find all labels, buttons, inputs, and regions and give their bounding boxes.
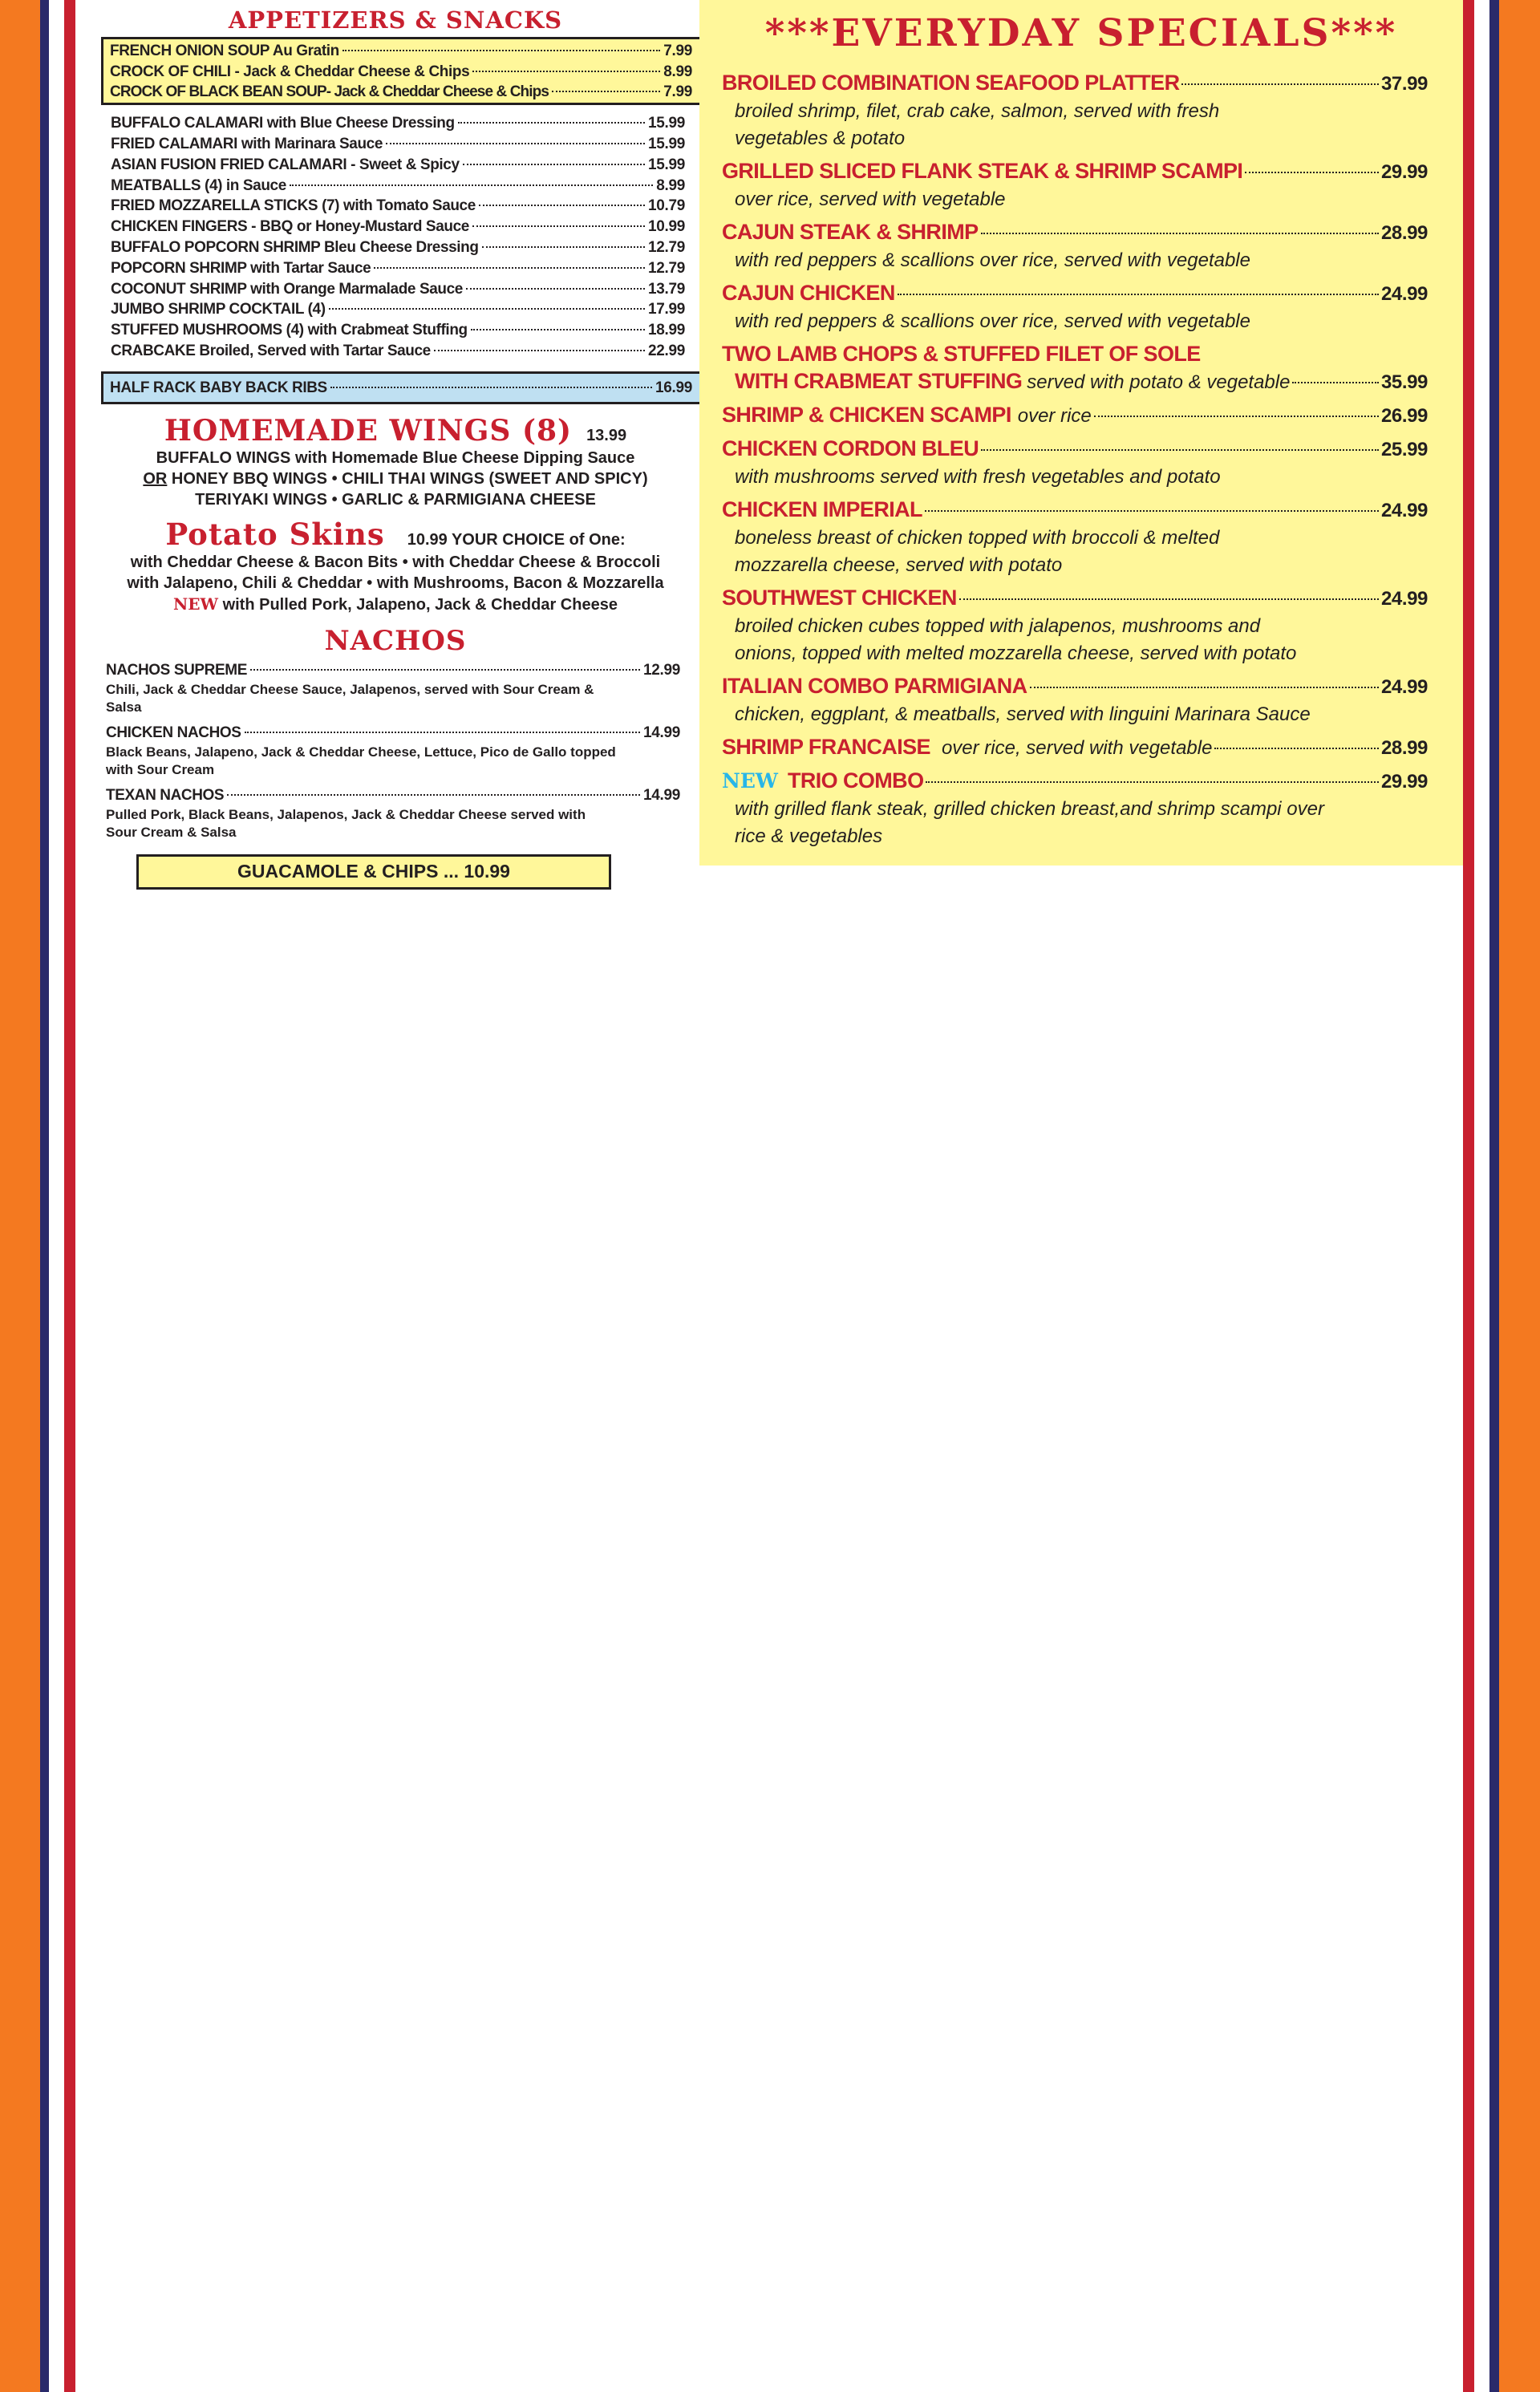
special-description: onions, topped with melted mozzarella cheese, served with potato — [735, 643, 1297, 664]
special-item — [722, 767, 1428, 796]
menu-item — [111, 237, 685, 258]
menu-item — [111, 196, 685, 217]
item-price: 12.99 — [642, 661, 680, 679]
wings-line: TERIYAKI WINGS • GARLIC & PARMIGIANA CHEESE — [195, 490, 596, 509]
special-item — [722, 218, 1428, 247]
item-price: 10.99 — [647, 218, 685, 236]
item-name: TEXAN NACHOS — [106, 786, 225, 804]
dot-leader — [472, 225, 645, 227]
menu-item — [110, 62, 692, 83]
item-name: CROCK OF CHILI - Jack & Cheddar Cheese & Chips — [110, 63, 470, 80]
dot-leader — [290, 184, 653, 186]
skins-heading: Potato Skins — [165, 516, 385, 552]
new-badge: NEW — [722, 769, 778, 793]
new-badge: NEW — [173, 594, 219, 614]
left-orange-border — [0, 0, 40, 2392]
right-navy-stripe — [1489, 0, 1499, 2392]
special-name: CHICKEN IMPERIAL — [722, 497, 922, 521]
menu-item — [106, 723, 680, 744]
special-item — [722, 340, 1428, 367]
skins-subtitle: 10.99 YOUR CHOICE of One: — [407, 530, 626, 549]
menu-item — [111, 155, 685, 176]
special-item — [722, 672, 1428, 701]
dot-leader — [342, 50, 660, 51]
skins-line: with Jalapeno, Chili & Cheddar • with Mushrooms, Bacon & Mozzarella — [127, 574, 664, 592]
item-price: 12.79 — [647, 239, 685, 257]
special-item — [722, 584, 1428, 613]
special-name: SHRIMP FRANCAISE — [722, 735, 930, 759]
item-description: Pulled Pork, Black Beans, Jalapenos, Jack & Cheddar Cheese served with Sour Cream & Salsa — [106, 806, 586, 840]
item-name: CROCK OF BLACK BEAN SOUP- Jack & Cheddar Cheese & Chips — [110, 83, 549, 101]
dot-leader — [227, 794, 640, 796]
special-name: CAJUN STEAK & SHRIMP — [722, 220, 979, 244]
item-price: 14.99 — [642, 724, 680, 741]
special-inline-desc: over rice — [1017, 405, 1092, 427]
special-description: boneless breast of chicken topped with broccoli & melted — [735, 527, 1220, 549]
special-name: GRILLED SLICED FLANK STEAK & SHRIMP SCAMPI — [722, 159, 1243, 183]
special-item — [722, 279, 1428, 308]
special-price: 25.99 — [1380, 439, 1428, 460]
left-red-stripe — [64, 0, 75, 2392]
menu-item — [111, 299, 685, 320]
item-price: 10.79 — [647, 197, 685, 215]
nachos-list — [106, 660, 680, 841]
item-name: CRABCAKE Broiled, Served with Tartar Sauce — [111, 343, 431, 360]
special-item — [722, 157, 1428, 186]
menu-item — [111, 134, 685, 155]
special-name: ITALIAN COMBO PARMIGIANA — [722, 674, 1027, 698]
left-column — [95, 0, 696, 890]
menu-item — [106, 660, 680, 681]
dot-leader — [479, 205, 645, 206]
item-name: BUFFALO POPCORN SHRIMP Bleu Cheese Dressing — [111, 239, 479, 257]
special-description: mozzarella cheese, served with potato — [735, 554, 1063, 576]
item-name: NACHOS SUPREME — [106, 661, 247, 679]
special-name: WITH CRABMEAT STUFFING — [735, 369, 1023, 393]
dot-leader — [330, 387, 652, 388]
item-price: 7.99 — [663, 83, 692, 101]
item-price: 17.99 — [647, 301, 685, 318]
dot-leader — [374, 267, 645, 269]
item-name: FRIED CALAMARI with Marinara Sauce — [111, 136, 383, 153]
menu-item — [110, 378, 692, 399]
wings-price: 13.99 — [586, 426, 627, 444]
item-name: CHICKEN NACHOS — [106, 724, 241, 741]
dot-leader — [1292, 382, 1378, 383]
ribs-box — [101, 371, 704, 404]
dot-leader — [250, 669, 640, 671]
special-price: 28.99 — [1380, 737, 1428, 759]
dot-leader — [959, 598, 1379, 600]
item-name: JUMBO SHRIMP COCKTAIL (4) — [111, 301, 326, 318]
dot-leader — [981, 449, 1379, 451]
item-description: Chili, Jack & Cheddar Cheese Sauce, Jalapenos, served with Sour Cream & Salsa — [106, 681, 594, 715]
item-name: HALF RACK BABY BACK RIBS — [110, 379, 327, 396]
special-description: over rice, served with vegetable — [735, 189, 1006, 210]
item-name: POPCORN SHRIMP with Tartar Sauce — [111, 259, 371, 277]
dot-leader — [472, 71, 660, 72]
special-item-cont — [722, 367, 1428, 396]
special-name: TRIO COMBO — [787, 768, 924, 793]
item-price: 22.99 — [647, 343, 685, 360]
special-price: 28.99 — [1380, 222, 1428, 244]
specials-list — [722, 64, 1428, 850]
dot-leader — [463, 164, 645, 165]
menu-item — [106, 785, 680, 806]
dot-leader — [386, 143, 645, 144]
special-description: with red peppers & scallions over rice, served with vegetable — [735, 249, 1250, 271]
item-name: ASIAN FUSION FRIED CALAMARI - Sweet & Spicy — [111, 156, 460, 173]
item-price: 16.99 — [654, 379, 692, 396]
dot-leader — [466, 288, 645, 290]
special-inline-desc: served with potato & vegetable — [1027, 371, 1291, 393]
special-item — [722, 401, 1428, 430]
item-price: 15.99 — [647, 156, 685, 173]
dot-leader — [458, 122, 645, 124]
dot-leader — [1094, 416, 1379, 417]
menu-item — [111, 258, 685, 279]
menu-item — [111, 341, 685, 362]
menu-item — [111, 320, 685, 341]
item-name: FRIED MOZZARELLA STICKS (7) with Tomato Sauce — [111, 197, 476, 215]
right-red-stripe — [1463, 0, 1474, 2392]
special-inline-desc: over rice, served with vegetable — [941, 737, 1213, 759]
item-name: MEATBALLS (4) in Sauce — [111, 176, 286, 194]
skins-line-text: with Pulled Pork, Jalapeno, Jack & Cheddar Cheese — [218, 595, 618, 614]
special-price: 29.99 — [1380, 771, 1428, 793]
dot-leader — [981, 233, 1379, 234]
special-price: 29.99 — [1380, 161, 1428, 183]
guacamole-box: GUACAMOLE & CHIPS ... 10.99 — [136, 854, 611, 890]
menu-item — [110, 82, 692, 103]
item-price: 14.99 — [642, 786, 680, 804]
special-name: CHICKEN CORDON BLEU — [722, 436, 979, 460]
dot-leader — [434, 350, 645, 351]
soups-box — [101, 37, 704, 105]
special-description: broiled shrimp, filet, crab cake, salmon, served with fresh — [735, 100, 1220, 122]
special-item — [722, 733, 1428, 762]
item-price: 18.99 — [647, 322, 685, 339]
special-item — [722, 435, 1428, 464]
special-description: with red peppers & scallions over rice, served with vegetable — [735, 310, 1250, 332]
special-description: broiled chicken cubes topped with jalapenos, mushrooms and — [735, 615, 1261, 637]
special-price: 24.99 — [1380, 500, 1428, 521]
special-description: rice & vegetables — [735, 825, 883, 847]
item-name: BUFFALO CALAMARI with Blue Cheese Dressing — [111, 115, 455, 132]
skins-line: with Cheddar Cheese & Bacon Bits • with Cheddar Cheese & Broccoli — [130, 553, 661, 571]
special-item — [722, 496, 1428, 525]
dot-leader — [329, 308, 645, 310]
wings-line — [95, 468, 696, 489]
item-price: 12.79 — [647, 259, 685, 277]
menu-item — [111, 113, 685, 134]
special-price: 24.99 — [1380, 588, 1428, 610]
item-price: 7.99 — [663, 42, 692, 59]
special-name: SHRIMP & CHICKEN SCAMPI — [722, 403, 1011, 427]
special-price: 24.99 — [1380, 283, 1428, 305]
dot-leader — [1181, 83, 1378, 85]
dot-leader — [1030, 687, 1379, 688]
left-navy-stripe — [40, 0, 49, 2392]
special-price: 37.99 — [1380, 73, 1428, 95]
special-name: SOUTHWEST CHICKEN — [722, 586, 957, 610]
specials-panel — [699, 0, 1463, 866]
or-label: OR — [143, 469, 168, 488]
special-description: chicken, eggplant, & meatballs, served with linguini Marinara Sauce — [735, 703, 1311, 725]
item-name: FRENCH ONION SOUP Au Gratin — [110, 42, 339, 59]
dot-leader — [482, 246, 645, 248]
dot-leader — [1245, 172, 1379, 173]
menu-item — [111, 217, 685, 237]
dot-leader — [1214, 748, 1379, 749]
wings-heading: HOMEMADE WINGS (8) — [164, 413, 573, 448]
wings-header — [95, 414, 696, 448]
item-price: 8.99 — [663, 63, 692, 80]
item-name: CHICKEN FINGERS - BBQ or Honey-Mustard Sauce — [111, 218, 469, 236]
skins-header — [95, 517, 696, 552]
special-description: with grilled flank steak, grilled chicken breast,and shrimp scampi over — [735, 798, 1324, 820]
item-description: Black Beans, Jalapeno, Jack & Cheddar Cheese, Lettuce, Pico de Gallo topped with Sour Cream — [106, 744, 616, 777]
menu-item — [110, 41, 692, 62]
wings-line: BUFFALO WINGS with Homemade Blue Cheese Dipping Sauce — [156, 448, 635, 467]
specials-heading: ***EVERYDAY SPECIALS*** — [764, 11, 1398, 55]
item-price: 15.99 — [647, 136, 685, 153]
appetizer-list — [111, 113, 685, 362]
right-orange-border — [1499, 0, 1540, 2392]
dot-leader — [925, 510, 1379, 512]
special-price: 26.99 — [1380, 405, 1428, 427]
dot-leader — [898, 294, 1379, 295]
special-price: 24.99 — [1380, 676, 1428, 698]
menu-item — [111, 176, 685, 197]
special-name: BROILED COMBINATION SEAFOOD PLATTER — [722, 71, 1180, 95]
nachos-heading: NACHOS — [324, 624, 467, 657]
dot-leader — [926, 781, 1378, 783]
dot-leader — [552, 91, 660, 92]
dot-leader — [471, 329, 645, 330]
wings-line-text: HONEY BBQ WINGS • CHILI THAI WINGS (SWEET AND SPICY) — [167, 469, 648, 488]
item-price: 15.99 — [647, 115, 685, 132]
skins-line — [95, 594, 696, 615]
item-price: 8.99 — [656, 176, 685, 194]
special-description: vegetables & potato — [735, 128, 906, 149]
special-name: CAJUN CHICKEN — [722, 281, 895, 305]
special-item — [722, 69, 1428, 98]
special-description: with mushrooms served with fresh vegetables and potato — [735, 466, 1221, 488]
item-name: STUFFED MUSHROOMS (4) with Crabmeat Stuffing — [111, 322, 468, 339]
dot-leader — [245, 732, 640, 733]
item-price: 13.79 — [647, 280, 685, 298]
appetizers-heading: APPETIZERS & SNACKS — [228, 6, 563, 34]
menu-item — [111, 279, 685, 300]
special-price: 35.99 — [1380, 371, 1428, 393]
special-name: TWO LAMB CHOPS & STUFFED FILET OF SOLE — [722, 342, 1201, 366]
item-name: COCONUT SHRIMP with Orange Marmalade Sauce — [111, 280, 463, 298]
